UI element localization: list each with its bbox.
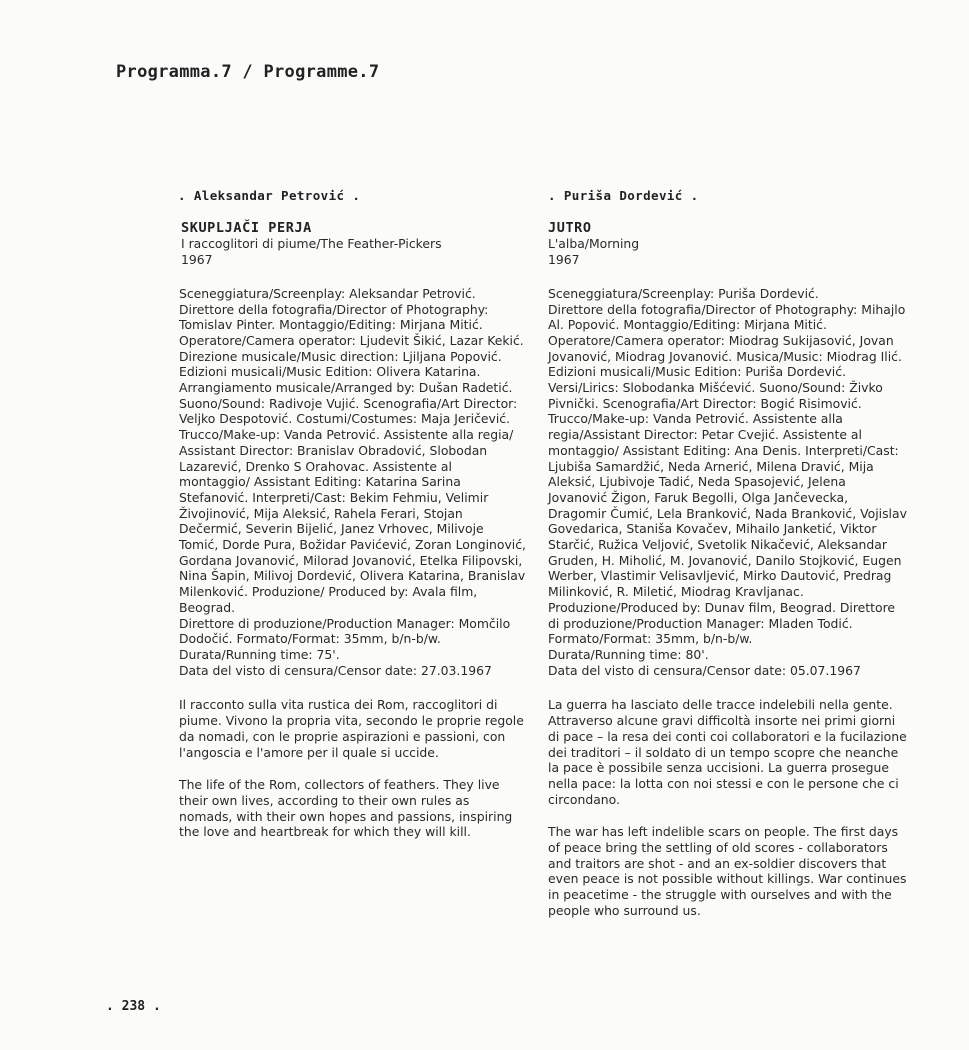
film-title: JUTRO	[548, 219, 592, 236]
credits-line: Direttore della fotografia/Director of Photography: Tomislav Pinter. Montaggio/Editing: Mirjana Mitić. Operatore/Camera operator: Ljudevit Šikić, Lazar Kekić. Direzione musicale/Music direction: Ljiljana Popović. Edizioni musicali/Music Edition: Olivera Katarina. Arrangiamento musicale/Arranged by: Dušan Radetić. Suono/Sound: Radivoje Vujić. Scenografia/Art Director: Veljko Despotović. Costumi/Costumes: Maja Jeričević. Trucco/Make-up: Vanda Petrović. Assistente alla regia/ Assistant Director: Branislav Obradović, Slobodan Lazarević, Drenko S Orahovac. Assistente al montaggio/ Assistant Editing: Katarina Sarina Stefanović. Interpreti/Cast: Bekim Fehmiu, Velimir Živojinović, Mija Aleksić, Rahela Ferari, Stojan Dečermić, Severin Bijelić, Janez Vrhovec, Milivoje Tomić, Dorde Pura, Božidar Pavićević, Zoran Longinović, Gordana Jovanović, Milorad Jovanović, Etelka Filipovski, Nina Šapin, Milivoj Dordević, Olivera Katarina, Branislav Milenković. Produzione/ Produced by: Avala film, Beograd.	[179, 301, 526, 615]
page-number: . 238 .	[106, 999, 161, 1014]
credits-line: Sceneggiatura/Screenplay: Puriša Dordević.	[548, 285, 819, 301]
page-title: Programma.7 / Programme.7	[116, 62, 380, 82]
synopsis-block	[179, 697, 526, 840]
credits-block	[548, 286, 908, 679]
credits-line: Durata/Running time: 75'.	[179, 646, 340, 662]
synopsis-italian: Il racconto sulla vita rustica dei Rom, raccoglitori di piume. Vivono la propria vita, secondo le proprie regole da nomadi, con le proprie aspirazioni e passioni, con l'angoscia e l'amore per il quale si uccide.	[179, 697, 524, 760]
credits-line: Sceneggiatura/Screenplay: Aleksandar Petrović.	[179, 285, 476, 301]
film-year: 1967	[181, 252, 213, 268]
credits-line: Durata/Running time: 80'.	[548, 646, 709, 662]
film-entry-petrovic	[178, 188, 526, 857]
synopsis-english: The life of the Rom, collectors of feathers. They live their own lives, according to their own rules as nomads, with their own hopes and passions, inspiring the love and heartbreak for which they will kill.	[179, 777, 513, 840]
synopsis-block	[548, 697, 908, 918]
director-name: . Aleksandar Petrović .	[178, 188, 361, 203]
film-year: 1967	[548, 252, 580, 268]
synopsis-italian: La guerra ha lasciato delle tracce indelebili nella gente. Attraverso alcune gravi difficoltà insorte nei primi giorni di pace – la resa dei conti coi collaboratori e la fucilazione dei traditori – il soldato di un tempo scopre che neanche la pace è possibile senza uccisioni. La guerra prosegue nella pace: la lotta con noi stessi e con le persone che ci circondano.	[548, 697, 907, 807]
credits-block	[179, 286, 526, 679]
film-title: SKUPLJAČI PERJA	[181, 219, 312, 236]
credits-line: Data del visto di censura/Censor date: 05.07.1967	[548, 662, 861, 678]
credits-line: Direttore della fotografia/Director of Photography: Mihajlo Al. Popović. Montaggio/Editing: Mirjana Mitić. Operatore/Camera operator: Miodrag Sukijasović, Jovan Jovanović, Miodrag Jovanović. Musica/Music: Miodrag Ilić. Edizioni musicali/Music Edition: Puriša Dordević. Versi/Lirics: Slobodanka Mišćević. Suono/Sound: Živko Pivnički. Scenografia/Art Director: Bogić Risimović. Trucco/Make-up: Vanda Petrović. Assistente alla regia/Assistant Director: Petar Cvejić. Assistente al montaggio/ Assistant Editing: Ana Denis. Interpreti/Cast: Ljubiša Samardžić, Neda Arnerić, Milena Dravić, Mija Aleksić, Ljubivoje Tadić, Neda Spasojević, Jelena Jovanović Žigon, Faruk Begolli, Olga Jančevecka, Dragomir Čumić, Lela Branković, Nada Branković, Vojislav Govedarica, Staniša Kovačev, Mihailo Janketić, Viktor Starčić, Ružica Veljović, Svetolik Nikačević, Aleksandar Gruden, H. Miholić, M. Jovanović, Danilo Stojković, Eugen Werber, Vlastimir Velisavljević, Mirko Dautović, Predrag Milinković, R. Miletić, Miodrag Kravljanac. Produzione/Produced by: Dunav film, Beograd. Direttore di produzione/Production Manager: Mladen Todić. Formato/Format: 35mm, b/n-b/w.	[548, 301, 907, 647]
synopsis-english: The war has left indelible scars on people. The first days of peace bring the settling of old scores - collaborators and traitors are shot - and an ex-soldier discovers that even peace is not possible without killings. War continues in peacetime - the struggle with ourselves and with the people who surround us.	[548, 824, 907, 918]
film-subtitle: I raccoglitori di piume/The Feather-Pickers	[181, 236, 442, 252]
film-subtitle: L'alba/Morning	[548, 236, 640, 252]
credits-line: Direttore di produzione/Production Manager: Momčilo Dodočić. Formato/Format: 35mm, b/n-b/w.	[179, 615, 511, 647]
director-name: . Puriša Dordević .	[548, 188, 699, 203]
credits-line: Data del visto di censura/Censor date: 27.03.1967	[179, 662, 492, 678]
film-entry-dordevic	[548, 188, 908, 936]
